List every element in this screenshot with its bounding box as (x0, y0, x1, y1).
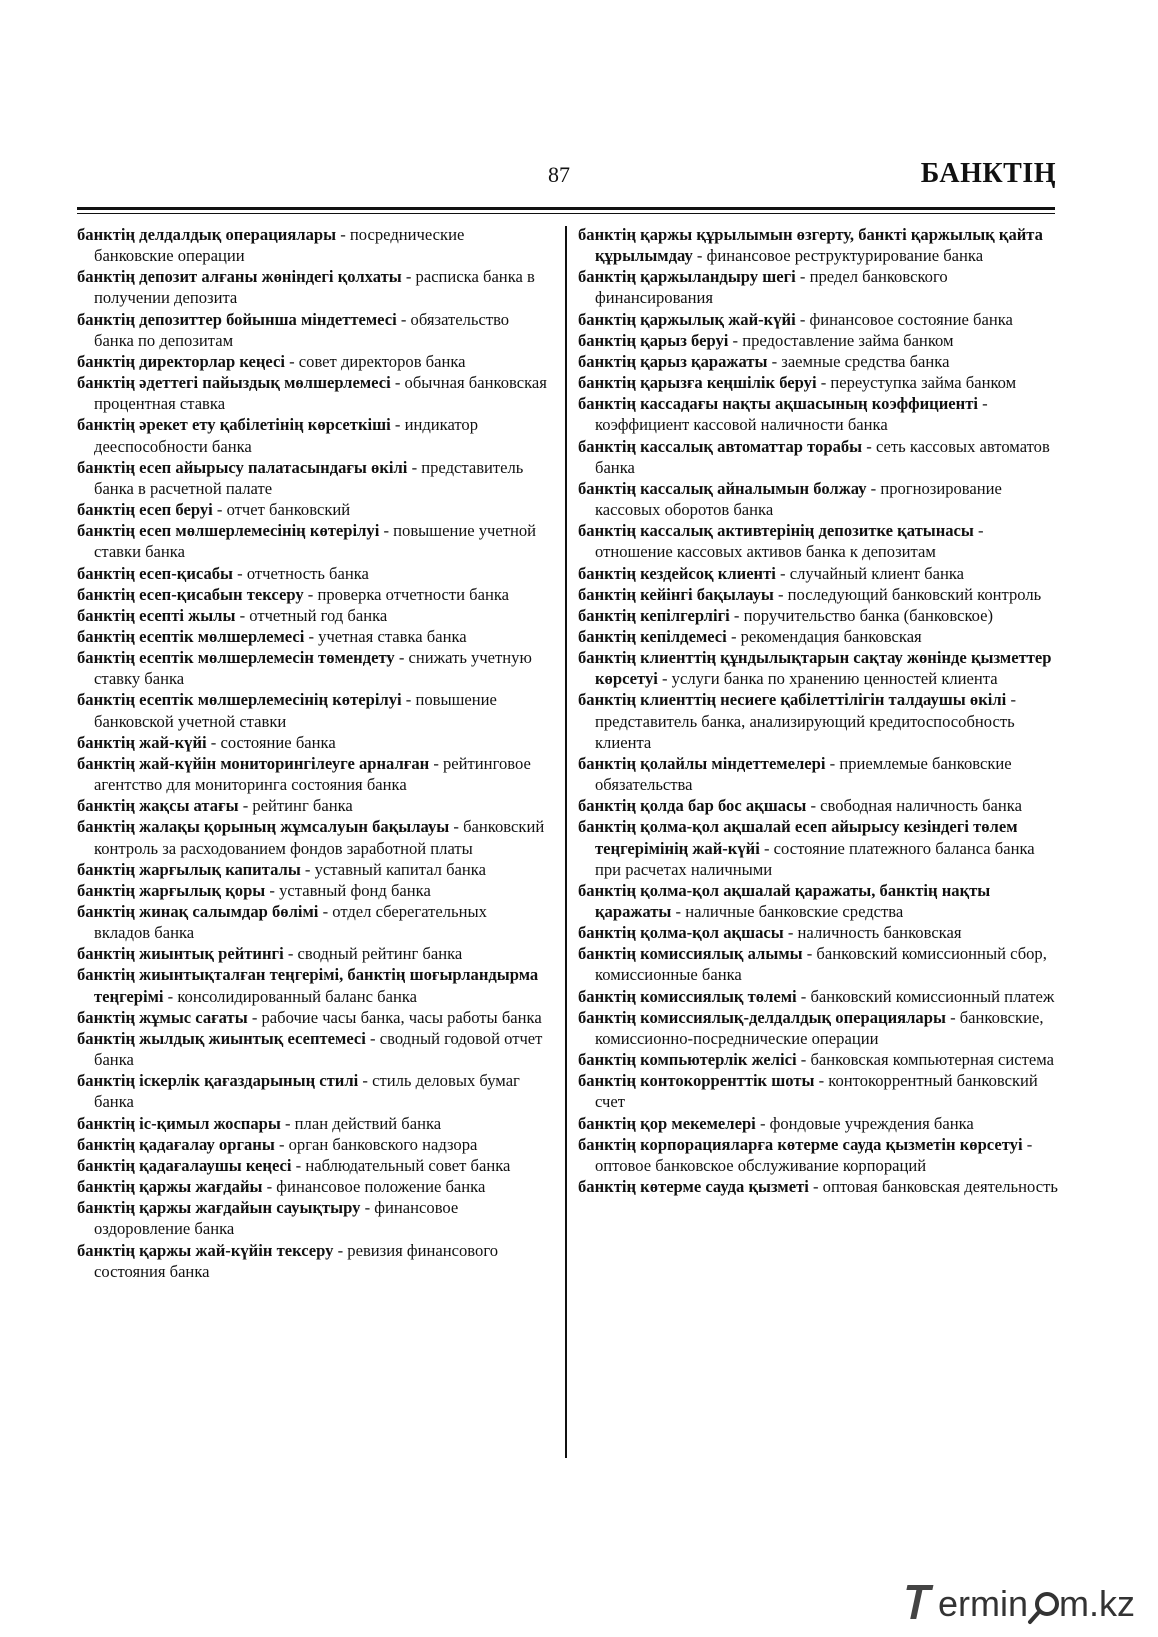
dictionary-entry (578, 922, 1058, 943)
dictionary-entry (578, 266, 1058, 308)
entry-definition: - отчет банковский (212, 500, 351, 520)
entry-definition: - заемные средства банка (767, 351, 950, 371)
dictionary-entry (77, 626, 547, 647)
dictionary-entry (578, 351, 1058, 372)
dictionary-entry (77, 605, 547, 626)
dictionary-entry (77, 266, 547, 308)
entry-definition: - банковские, комиссионно-посреднические операции (595, 1007, 1044, 1048)
dictionary-entry (578, 563, 1058, 584)
dictionary-entry (77, 1007, 547, 1028)
page-number: 87 (548, 162, 570, 187)
entry-term: банктің кассалық айналымын болжау (578, 478, 867, 498)
entry-definition: - оптовая банковская деятельность (808, 1177, 1058, 1197)
dictionary-entry (578, 1049, 1058, 1070)
entry-term: банктің есепті жылы (77, 605, 236, 625)
dictionary-entry (77, 816, 547, 858)
entry-definition: - наличность банковская (783, 923, 962, 943)
entry-definition: - контокоррентный банковский счет (595, 1071, 1038, 1112)
entry-definition: - банковский комиссионный сбор, комиссионные банка (595, 944, 1047, 985)
entry-definition: - наличные банковские средства (671, 902, 904, 921)
entry-definition: - консолидированный баланс банка (163, 986, 418, 1006)
entry-term: банктің контокорренттік шоты (578, 1071, 815, 1091)
entry-term: банктің қолма-қол ақшасы (578, 923, 784, 943)
entry-definition: - представитель банка в расчетной палате (94, 457, 524, 498)
entry-term: банктің қолайлы міндеттемелері (578, 753, 826, 773)
termincom-logo[interactable] (906, 1573, 1136, 1625)
entry-term: банктің жақсы атағы (77, 796, 239, 816)
dictionary-entry (578, 584, 1058, 605)
entry-term: банктің қарыз беруі (578, 330, 729, 350)
entry-definition: - банковский контроль за расходованием фондов заработной платы (94, 817, 545, 858)
dictionary-entry (77, 753, 547, 795)
entry-definition: - план действий банка (280, 1113, 442, 1133)
dictionary-entry (578, 1070, 1058, 1112)
entry-term: банктің жарғылық капиталы (77, 859, 301, 879)
dictionary-entry (578, 880, 1058, 922)
entry-term: банктің кездейсоқ клиенті (578, 563, 776, 583)
entry-term: банктің клиенттің несиеге қабілеттілігін талдаушы өкілі (578, 690, 1007, 710)
entry-term: банктің қадағалаушы кеңесі (77, 1155, 292, 1175)
dictionary-entry (578, 986, 1058, 1007)
entry-term: банктің есеп беруі (77, 500, 213, 520)
dictionary-entry (77, 584, 547, 605)
dictionary-entry (578, 626, 1058, 647)
entry-term: банктің есептік мөлшерлемесі (77, 626, 305, 646)
dictionary-entry (578, 224, 1058, 266)
dictionary-entry (77, 901, 547, 943)
entry-definition: - коэффициент кассовой наличности банка (595, 394, 988, 435)
dictionary-entry (578, 1007, 1058, 1049)
dictionary-entry (77, 563, 547, 584)
entry-definition: - стиль деловых бумаг банка (94, 1071, 520, 1112)
dictionary-entry (578, 1134, 1058, 1176)
dictionary-entry (578, 478, 1058, 520)
dictionary-entry (77, 880, 547, 901)
entry-term: банктің қарыз қаражаты (578, 351, 768, 371)
entry-term: банктің жай-күйі (77, 732, 207, 752)
dictionary-entry (77, 1028, 547, 1070)
entry-definition: - финансовое оздоровление банка (94, 1198, 459, 1239)
entry-definition: - предел банковского финансирования (595, 267, 948, 308)
entry-term: банктің жалақы қорының жұмсалуын бақылауы (77, 817, 450, 837)
entry-term: банктің жылдық жиынтық есептемесі (77, 1028, 366, 1048)
entry-term: банктің кассалық активтерінің депозитке қатынасы (578, 521, 974, 541)
entry-term: банктің әрекет ету қабілетінің көрсеткіші (77, 415, 391, 435)
entry-definition: - финансовое положение банка (262, 1177, 486, 1197)
entry-term: банктің көтерме сауда қызметі (578, 1177, 809, 1197)
dictionary-entry (578, 943, 1058, 985)
column-divider (565, 226, 567, 1458)
entry-definition: - предоставление займа банком (728, 330, 954, 350)
entry-definition: - сводный рейтинг банка (283, 944, 463, 964)
entry-term: банктің делдалдық операциялары (77, 225, 337, 244)
entry-definition: - рекомендация банковская (726, 626, 922, 646)
entry-term: банктің жиынтықталған теңгерімі, банктің шоғырландырма теңгерімі (77, 965, 539, 1006)
entry-term: банктің корпорацияларға көтерме сауда қызметін көрсетуі (578, 1134, 1023, 1154)
dictionary-entry (578, 795, 1058, 816)
dictionary-entry (77, 943, 547, 964)
entry-definition: - индикатор дееспособности банка (94, 415, 479, 456)
entry-term: банктің қолма-қол ақшалай есеп айырысу кезіндегі төлем теңгерімінің жай-күйі (578, 817, 1018, 858)
entry-definition: - переуступка займа банком (816, 373, 1017, 393)
entry-term: банктің қаржы жай-күйін тексеру (77, 1240, 334, 1260)
dictionary-entry (77, 1113, 547, 1134)
entry-definition: - фондовые учреждения банка (755, 1113, 974, 1133)
entry-definition: - расписка банка в получении депозита (94, 267, 535, 308)
dictionary-entry (77, 795, 547, 816)
dictionary-entry (578, 647, 1058, 689)
dictionary-entry (578, 605, 1058, 626)
entry-definition: - состояние платежного баланса банка при расчетах наличными (595, 838, 1035, 879)
entry-definition: - прогнозирование кассовых оборотов банка (595, 478, 1002, 520)
entry-definition: - финансовое реструктурирование банка (692, 246, 984, 266)
dictionary-entry (77, 499, 547, 520)
entry-definition: - учетная ставка банка (304, 626, 467, 646)
entry-term: банктің қаржы жағдайын сауықтыру (77, 1198, 361, 1218)
entry-term: банктің қаржы жағдайы (77, 1177, 263, 1197)
entry-term: банктің жинақ салымдар бөлімі (77, 902, 319, 921)
entry-term: банктің кепілгерлігі (578, 605, 730, 625)
dictionary-entry (77, 351, 547, 372)
dictionary-entry (77, 647, 547, 689)
entry-term: банктің есеп мөлшерлемесінің көтерілуі (77, 521, 380, 541)
header-rule-thick (77, 207, 1055, 210)
entry-definition: - оптовое банковское обслуживание корпораций (595, 1134, 1033, 1175)
logo-text-right: m.kz (1059, 1583, 1135, 1624)
entry-term: банктің жиынтық рейтингі (77, 944, 284, 964)
dictionary-entry (77, 1197, 547, 1239)
entry-definition: - последующий банковский контроль (773, 584, 1042, 604)
entry-definition: - представитель банка, анализирующий кредитоспособность клиента (595, 690, 1016, 752)
dictionary-entry (578, 436, 1058, 478)
entry-term: банктің депозит алғаны жөніндегі қолхаты (77, 267, 402, 287)
entry-definition: - приемлемые банковские обязательства (595, 753, 1012, 795)
dictionary-entry (578, 689, 1058, 752)
entry-definition: - совет директоров банка (284, 351, 466, 371)
dictionary-entry (77, 1240, 547, 1282)
dictionary-entry (578, 309, 1058, 330)
entry-term: банктің есеп-қисабын тексеру (77, 584, 304, 604)
entry-term: банктің қадағалау органы (77, 1134, 275, 1154)
entry-definition: - сеть кассовых автоматов банка (595, 436, 1050, 477)
entry-term: банктің директорлар кеңесі (77, 351, 285, 371)
running-head: БАНКТІҢ (920, 158, 1056, 189)
entry-definition: - повышение учетной ставки банка (94, 521, 537, 562)
entry-term: банктің қаржылық жай-күйі (578, 309, 796, 329)
dictionary-entry (77, 457, 547, 499)
entry-definition: - рабочие часы банка, часы работы банка (247, 1007, 542, 1027)
entry-definition: - банковская компьютерная система (796, 1050, 1054, 1070)
entry-definition: - повышение банковской учетной ставки (94, 690, 497, 731)
dictionary-entry (77, 1155, 547, 1176)
entry-definition: - состояние банка (206, 732, 336, 752)
entry-definition: - рейтинг банка (238, 796, 353, 816)
entry-definition: - наблюдательный совет банка (291, 1155, 511, 1175)
entry-definition: - ревизия финансового состояния банка (94, 1240, 499, 1281)
dictionary-entry (578, 372, 1058, 393)
dictionary-entry (77, 964, 547, 1006)
entry-term: банктің есеп-қисабы (77, 563, 234, 583)
dictionary-entry (77, 520, 547, 562)
entry-term: банктің іс-қимыл жоспары (77, 1113, 281, 1133)
entry-term: банктің кепілдемесі (578, 626, 727, 646)
entry-definition: - уставный фонд банка (265, 880, 431, 900)
entry-definition: - орган банковского надзора (274, 1134, 478, 1154)
dictionary-entry (578, 816, 1058, 879)
entry-definition: - отношение кассовых активов банка к депозитам (595, 521, 984, 562)
logo-text-left: ermin (938, 1583, 1029, 1624)
dictionary-entry (77, 1070, 547, 1112)
dictionary-entry (77, 1176, 547, 1197)
dictionary-entry (578, 393, 1058, 435)
dictionary-entry (77, 224, 547, 266)
entry-term: банктің кейінгі бақылауы (578, 584, 774, 604)
entry-term: банктің қолда бар бос ақшасы (578, 796, 807, 816)
entry-term: банктің клиенттің құндылықтарын сақтау жөнінде қызметтер көрсетуі (578, 648, 1052, 689)
entry-definition: - случайный клиент банка (775, 563, 965, 583)
entry-definition: - сводный годовой отчет банка (94, 1028, 543, 1070)
dictionary-entry (77, 309, 547, 351)
entry-term: банктің есептік мөлшерлемесін төмендету (77, 648, 395, 668)
entry-definition: - обычная банковская процентная ставка (94, 373, 547, 414)
entry-definition: - отдел сберегательных вкладов банка (94, 902, 487, 943)
entry-term: банктің іскерлік қағаздарының стилі (77, 1071, 359, 1091)
dictionary-entry (77, 1134, 547, 1155)
entry-definition: - рейтинговое агентство для мониторинга состояния банка (94, 753, 531, 795)
right-column (578, 224, 1058, 1197)
dictionary-entry (77, 732, 547, 753)
entry-term: банктің қарызға кеңшілік беруі (578, 373, 817, 393)
dictionary-entry (77, 689, 547, 731)
entry-definition: - обязательство банка по депозитам (94, 309, 510, 350)
entry-term: банктің кассалық автоматтар торабы (578, 436, 863, 456)
entry-definition: - проверка отчетности банка (303, 584, 510, 604)
entry-term: банктің есептік мөлшерлемесінің көтерілуі (77, 690, 402, 710)
entry-definition: - поручительство банка (банковское) (729, 605, 994, 625)
entry-definition: - уставный капитал банка (300, 859, 486, 879)
dictionary-entry (77, 859, 547, 880)
entry-definition: - посреднические банковские операции (94, 225, 465, 266)
dictionary-entry (578, 1113, 1058, 1134)
dictionary-entry (578, 753, 1058, 795)
entry-term: банктің комиссиялық төлемі (578, 986, 797, 1006)
entry-definition: - отчетный год банка (235, 605, 388, 625)
entry-definition: - финансовое состояние банка (795, 309, 1013, 329)
header-rule-thin (77, 213, 1055, 214)
entry-term: банктің қаржы құрылымын өзгерту, банкті қаржылық қайта құрылымдау (578, 225, 1043, 266)
dictionary-entry (77, 372, 547, 414)
left-column (77, 224, 547, 1282)
entry-term: банктің жұмыс сағаты (77, 1007, 248, 1027)
entry-term: банктің есеп айырысу палатасындағы өкілі (77, 457, 408, 477)
entry-definition: - банковский комиссионный платеж (796, 986, 1055, 1006)
dictionary-entry (77, 414, 547, 456)
entry-term: банктің кассадағы нақты ақшасының коэффициенті (578, 394, 978, 414)
magnifier-icon (1030, 1594, 1057, 1622)
entry-term: банктің депозиттер бойынша міндеттемесі (77, 309, 397, 329)
logo-graphic (906, 1573, 1136, 1625)
entry-definition: - свободная наличность банка (806, 796, 1022, 816)
dictionary-entry (578, 330, 1058, 351)
entry-definition: - отчетность банка (233, 563, 369, 583)
dictionary-entry (578, 1176, 1058, 1197)
entry-term: банктің әдеттегі пайыздық мөлшерлемесі (77, 373, 391, 393)
entry-definition: - снижать учетную ставку банка (94, 648, 532, 689)
entry-term: банктің жарғылық қоры (77, 880, 266, 900)
entry-term: банктің компьютерлік желісі (578, 1050, 797, 1070)
entry-term: банктің жай-күйін мониторингілеуге арналған (77, 753, 430, 773)
entry-term: банктің комиссиялық алымы (578, 944, 803, 964)
entry-term: банктің қолма-қол ақшалай қаражаты, банктің нақты қаражаты (578, 880, 991, 921)
dictionary-entry (578, 520, 1058, 562)
entry-definition: - услуги банка по хранению ценностей клиента (657, 669, 998, 689)
entry-term: банктің комиссиялық-делдалдық операциялары (578, 1007, 946, 1027)
entry-term: банктің қор мекемелері (578, 1113, 756, 1133)
entry-term: банктің қаржыландыру шегі (578, 267, 796, 287)
